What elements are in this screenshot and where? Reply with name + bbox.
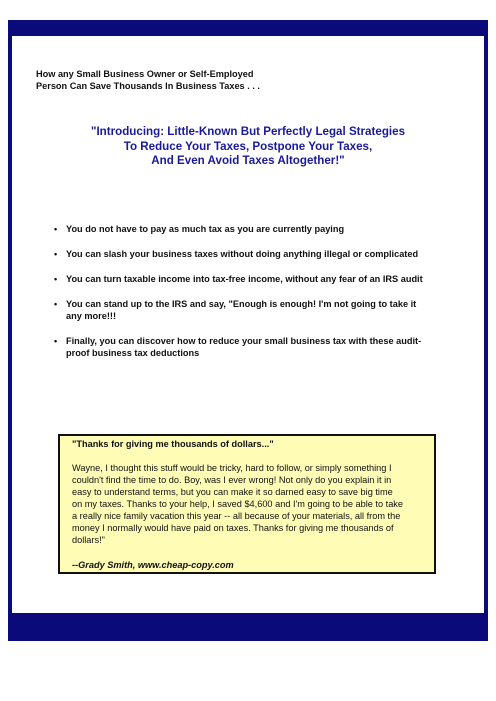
testimonial-line: money I normally would have paid on taxes. Thanks for giving me thousands of <box>72 523 394 533</box>
testimonial-line: a really nice family vacation this year -- all because of your materials, all from the <box>72 511 401 521</box>
benefit-item <box>54 248 454 260</box>
bullet-icon: • <box>54 224 58 234</box>
testimonial-box <box>58 434 436 574</box>
bullet-icon: • <box>54 336 58 346</box>
intro-line: How any Small Business Owner or Self-Employed <box>36 69 254 79</box>
headline-line: To Reduce Your Taxes, Postpone Your Taxes, <box>123 139 373 153</box>
bullet-icon: • <box>54 249 58 259</box>
benefit-text: any more!!! <box>66 311 117 321</box>
benefit-text: proof business tax deductions <box>66 348 200 358</box>
testimonial-title: "Thanks for giving me thousands of dollars..." <box>72 439 274 449</box>
intro-line: Person Can Save Thousands In Business Taxes . . . <box>36 81 260 91</box>
testimonial-line: couldn't find the time to do. Boy, was I ever wrong! Not only do you explain it in <box>72 475 392 485</box>
testimonial-signature: --Grady Smith, www.cheap-copy.com <box>72 560 234 570</box>
headline <box>12 125 484 169</box>
benefit-item <box>54 298 454 322</box>
testimonial-body <box>72 462 424 546</box>
benefit-item <box>54 335 454 359</box>
bullet-icon: • <box>54 299 58 309</box>
headline-line: "Introducing: Little-Known But Perfectly Legal Strategies <box>90 125 406 138</box>
benefit-text: You can stand up to the IRS and say, "Enough is enough! I'm not going to take it <box>66 299 417 309</box>
benefit-text: You can slash your business taxes without doing anything illegal or complicated <box>66 249 419 259</box>
testimonial-line: Wayne, I thought this stuff would be tricky, hard to follow, or simply something I <box>72 463 392 473</box>
testimonial-line: dollars!" <box>72 535 105 545</box>
headline-line: And Even Avoid Taxes Altogether!" <box>151 154 345 167</box>
page-content <box>12 36 484 613</box>
benefit-item <box>54 223 454 235</box>
benefits-list <box>54 223 454 359</box>
benefit-text: You can turn taxable income into tax-free income, without any fear of an IRS audit <box>66 274 423 284</box>
testimonial-line: on my taxes. Thanks to your help, I saved $4,600 and I'm going to be able to take <box>72 499 404 509</box>
benefit-text: Finally, you can discover how to reduce your small business tax with these audit- <box>66 336 422 346</box>
bullet-icon: • <box>54 274 58 284</box>
testimonial-line: easy to understand terms, but you can make it so darned easy to save big time <box>72 487 393 497</box>
benefit-item <box>54 273 454 285</box>
benefit-text: You do not have to pay as much tax as you are currently paying <box>66 224 345 234</box>
intro-text <box>36 68 260 92</box>
